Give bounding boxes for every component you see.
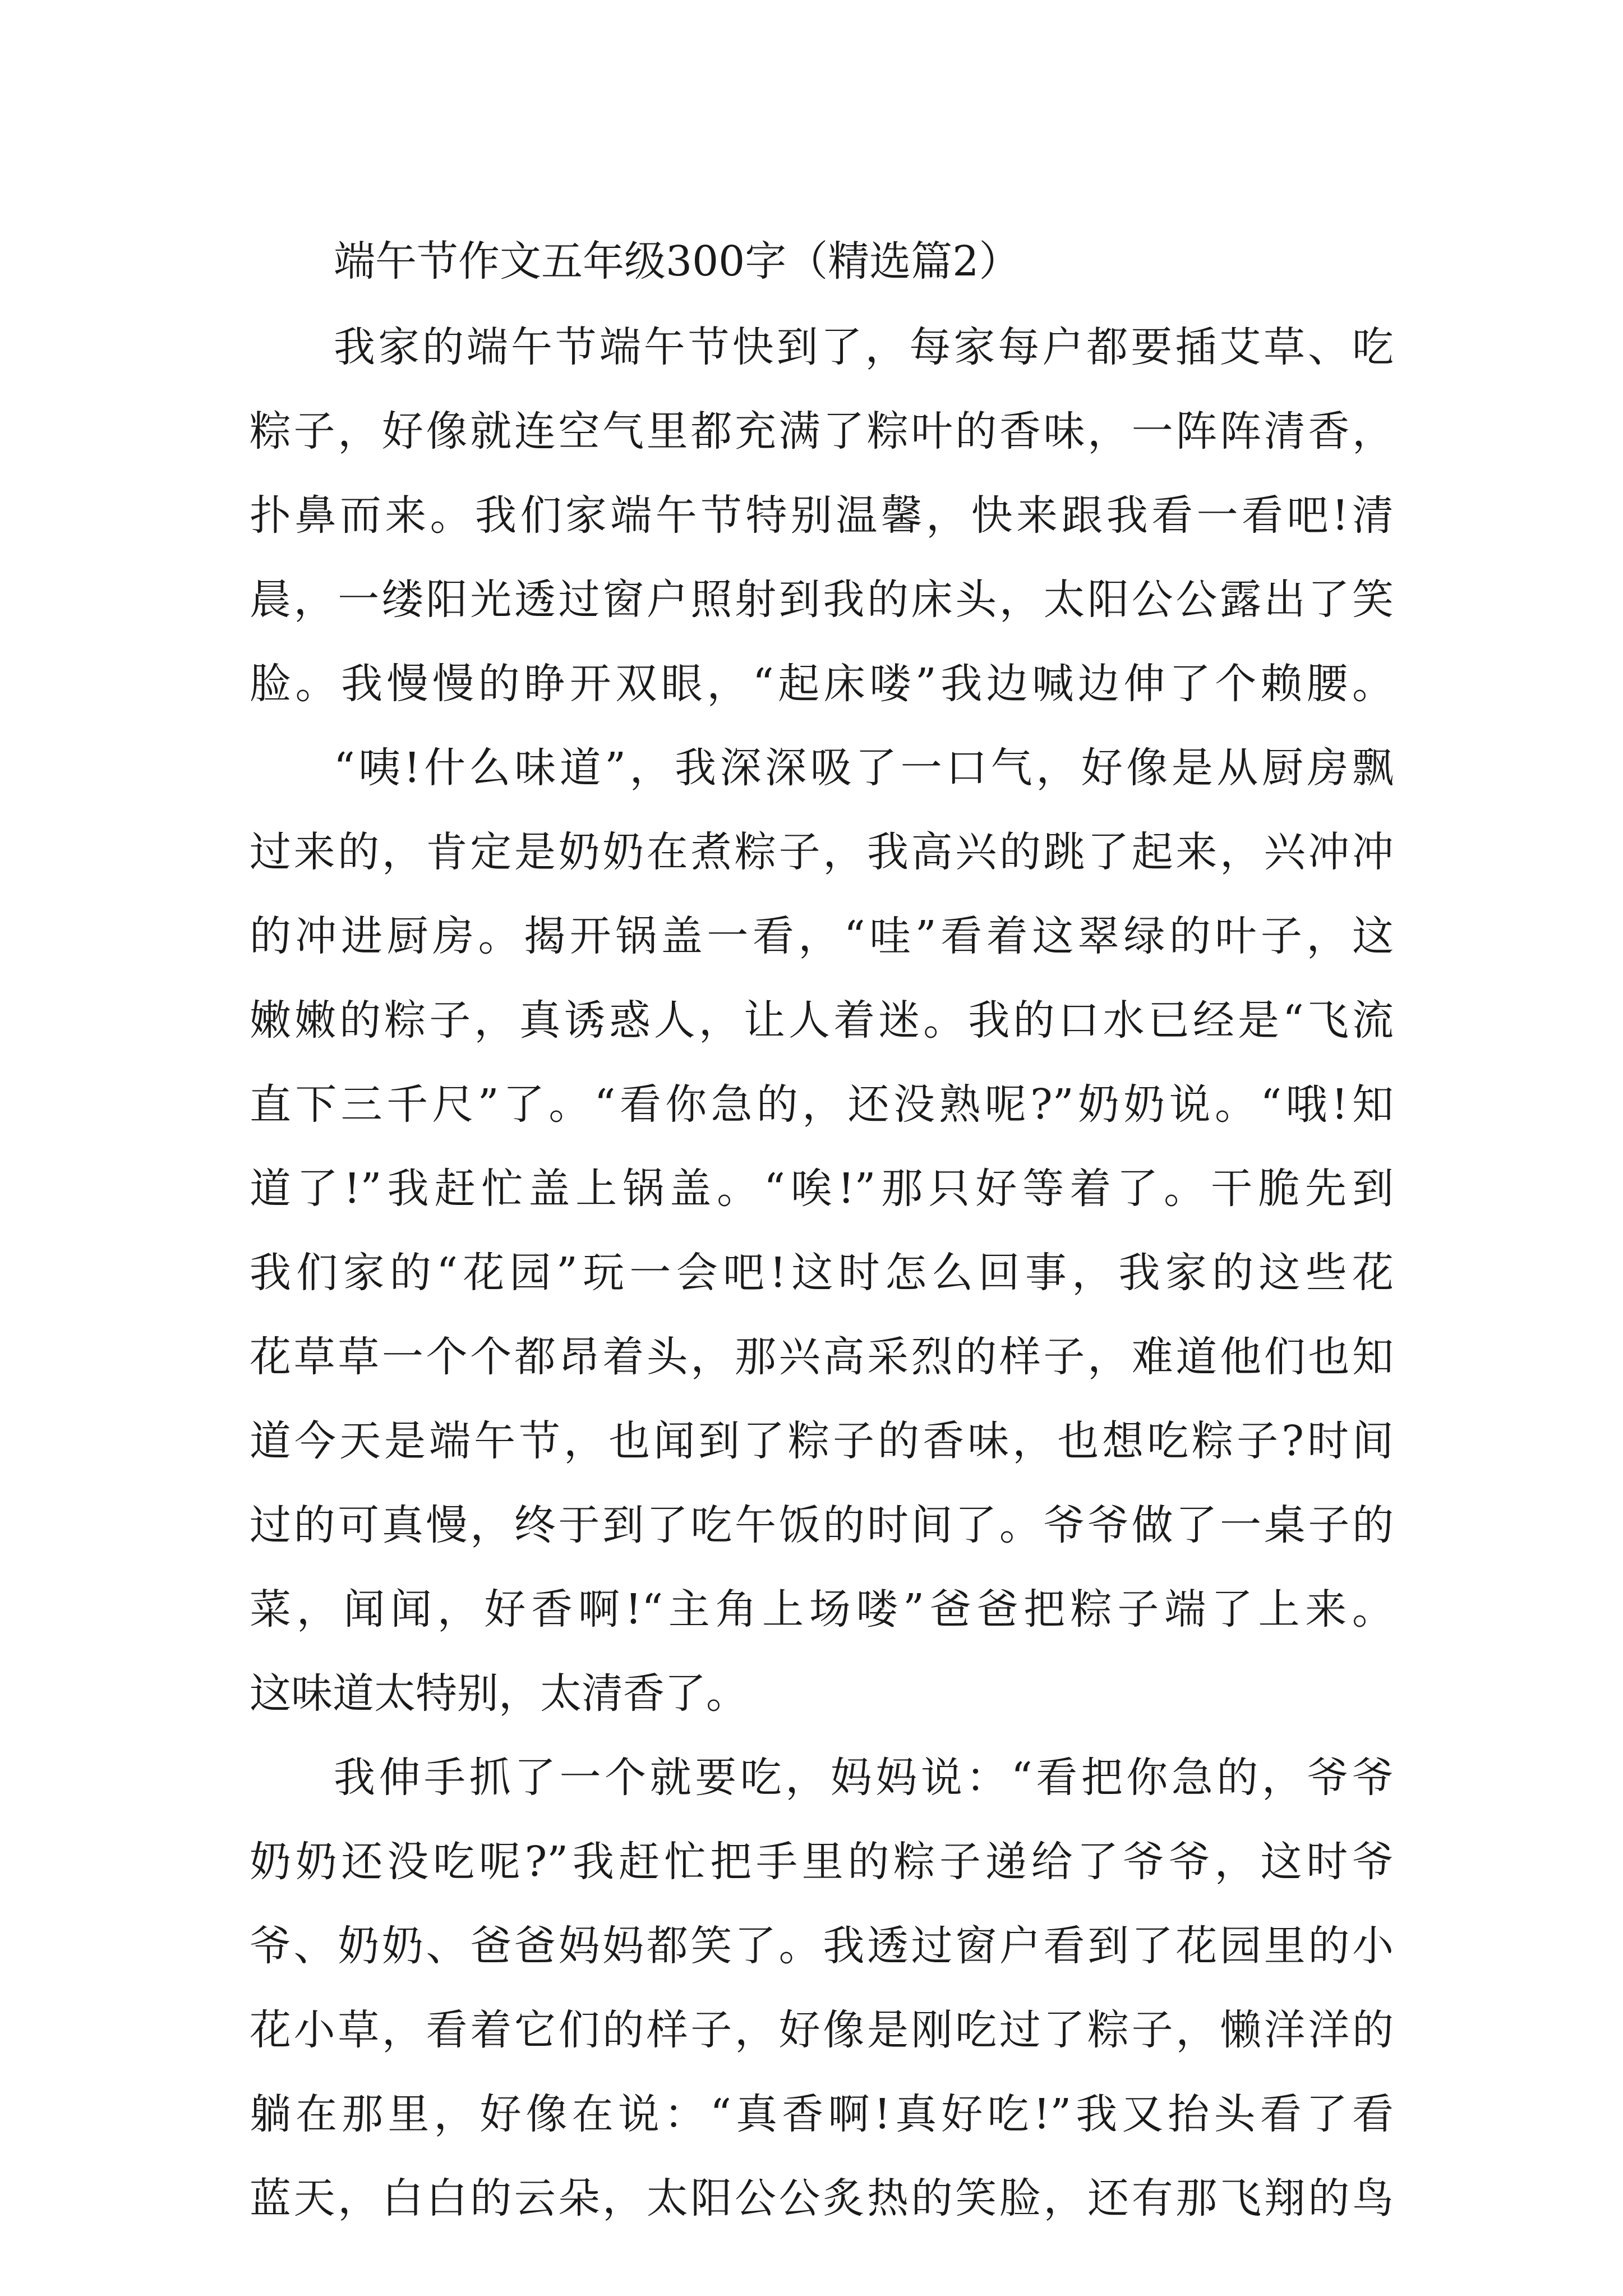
paragraph-line: 爷、奶奶、爸爸妈妈都笑了。我透过窗户看到了花园里的小 [250, 1922, 1394, 1970]
paragraph-line: 道今天是端午节，也闻到了粽子的香味，也想吃粽子?时间 [250, 1417, 1394, 1465]
document-title: 端午节作文五年级300字（精选篇2） [334, 237, 1021, 286]
paragraph-line: 蓝天，白白的云朵，太阳公公炙热的笑脸，还有那飞翔的鸟 [250, 2174, 1394, 2223]
paragraph-line: 脸。我慢慢的睁开双眼，“起床喽”我边喊边伸了个赖腰。 [250, 660, 1394, 708]
paragraph-3 [250, 1736, 1394, 2240]
paragraph-line: 嫩嫩的粽子，真诱惑人，让人着迷。我的口水已经是“飞流 [250, 996, 1394, 1045]
paragraph-line: 奶奶还没吃呢?”我赶忙把手里的粽子递给了爷爷，这时爷 [250, 1838, 1394, 1886]
paragraph-1 [250, 305, 1394, 726]
paragraph-line: 过的可真慢，终于到了吃午饭的时间了。爷爷做了一桌子的 [250, 1501, 1394, 1549]
paragraph-line: 道了!”我赶忙盖上锅盖。“唉!”那只好等着了。干脆先到 [250, 1165, 1394, 1213]
paragraph-line: 我伸手抓了一个就要吃，妈妈说：“看把你急的，爷爷 [334, 1754, 1394, 1802]
paragraph-line: 过来的，肯定是奶奶在煮粽子，我高兴的跳了起来，兴冲冲 [250, 828, 1394, 876]
paragraph-line: 晨，一缕阳光透过窗户照射到我的床头，太阳公公露出了笑 [250, 576, 1394, 624]
paragraph-line: 直下三千尺”了。“看你急的，还没熟呢?”奶奶说。“哦!知 [250, 1080, 1394, 1129]
paragraph-line: 躺在那里，好像在说：“真香啊!真好吃!”我又抬头看了看 [250, 2090, 1394, 2138]
paragraph-line: 我们家的“花园”玩一会吧!这时怎么回事，我家的这些花 [250, 1249, 1394, 1297]
document-body [250, 218, 1394, 2240]
paragraph-line: 扑鼻而来。我们家端午节特别温馨，快来跟我看一看吧!清 [250, 491, 1394, 540]
paragraph-line: 我家的端午节端午节快到了，每家每户都要插艾草、吃 [334, 323, 1394, 371]
paragraph-line: 粽子，好像就连空气里都充满了粽叶的香味，一阵阵清香， [250, 407, 1394, 455]
paragraph-line: 这味道太特别，太清香了。 [250, 1669, 748, 1718]
paragraph-line: 菜，闻闻，好香啊!“主角上场喽”爸爸把粽子端了上来。 [250, 1585, 1394, 1634]
paragraph-2 [250, 726, 1394, 1736]
paragraph-line: 花草草一个个都昂着头，那兴高采烈的样子，难道他们也知 [250, 1333, 1394, 1381]
paragraph-line: 花小草，看着它们的样子，好像是刚吃过了粽子，懒洋洋的 [250, 2006, 1394, 2054]
paragraph-line: 的冲进厨房。揭开锅盖一看，“哇”看着这翠绿的叶子，这 [250, 912, 1394, 960]
paragraph-line: “咦!什么味道”，我深深吸了一口气，好像是从厨房飘 [334, 744, 1394, 792]
